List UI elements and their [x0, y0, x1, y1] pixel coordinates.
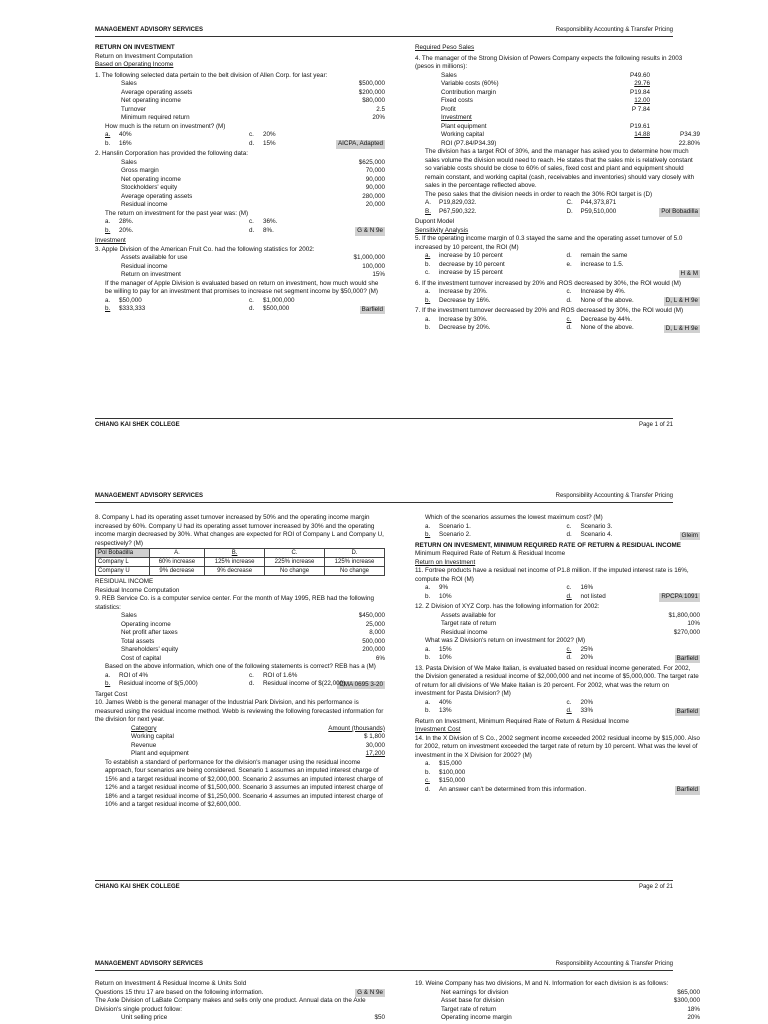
question-5 [415, 218, 700, 278]
option: d. 15% [249, 139, 276, 147]
question-text: 3. Apple Division of the American Fruit Co. had the following statistics for 2002: [95, 245, 315, 253]
data-label: Minimum required return [121, 114, 190, 121]
data-list: Sales $625,000 Gross margin 70,000 Net operating income 90,000 Stockholders' equity 90,000 Average operating assets 280,000 Residual income 20,000 [121, 158, 385, 208]
section-subtitle: Investment Cost [415, 726, 461, 733]
question-text: 1. The following selected data pertain to the belt division of Allen Corp. for last year: [95, 71, 328, 79]
source-badge: D, L & H 9e [665, 324, 698, 332]
section-title: RESIDUAL INCOME [95, 578, 154, 586]
data-list: Sales P49.60 Variable costs (60%) 29.76 Contribution margin P19.84 Fixed costs 12.00 Profit P 7.84 Investment Plant equipment P19.61 Working capital 14.88 P34.39 ROI (P7.84/P34.39) 22.80% [441, 71, 700, 147]
section-subtitle: Return on Investment, Minimum Required Rate of Return & Residual Income [415, 717, 629, 725]
answer-options: A. P19,829,032. C. P44,373,871 B. P67,590,322. D. P59,510,000 [425, 199, 617, 215]
data-value: 20% [372, 114, 385, 121]
table-row: Company L 60% increase 125% increase 225% increase 125% increase [96, 558, 385, 567]
source-badge: Barfield [676, 654, 698, 662]
page-footer [95, 418, 673, 429]
source-badge: H & M [680, 269, 698, 277]
left-column [95, 980, 385, 1023]
header-left: MANAGEMENT ADVISORY SERVICES [95, 27, 204, 33]
page-header [95, 26, 673, 37]
left-column [95, 44, 385, 314]
data-label: Average operating assets [121, 88, 193, 96]
question-12 [415, 603, 700, 663]
question-text: The Axle Division of LaBate Company makes and sells only one product. Annual data on the Axle Division's single product follow: [95, 997, 366, 1013]
question-intro [95, 989, 385, 998]
section-subtitle: Based on Operating Income [95, 61, 174, 68]
question-text: 6. If the investment turnover increased by 20% and ROS decreased by 30%, the ROI would (M) [415, 279, 682, 287]
page-number: Page 1 of 21 [638, 422, 673, 428]
section-subtitle: Return on Investment [415, 558, 476, 566]
data-list: Net earnings for division $65,000 Asset base for division $300,000 Target rate of return 18% Operating income margin 20% [441, 988, 700, 1021]
header-right: Responsibility Accounting & Transfer Pricing [555, 493, 673, 499]
option: a. 40% [105, 131, 132, 138]
question-text: Questions 15 thru 17 are based on the following information. [95, 988, 264, 996]
table-header: D. [325, 549, 385, 558]
question-10-cont [415, 514, 700, 540]
question-ask: The return on investment for the past year was: (M) [105, 209, 249, 217]
answer-options: a. $15,000 b. $100,000 c. $150,000 d. An answer can't be determined from this information. [425, 760, 587, 793]
source-badge: CMA 0695 3-20 [339, 680, 383, 688]
table-header: B. [205, 549, 265, 558]
question-text: 11. Fortree products have a residual net income of P1.8 million. If the imputed interest rate is 16%, compute the ROI (M) [415, 567, 689, 583]
question-text: 10. James Webb is the general manager of the Industrial Park Division, and his performance is measured using the residual income method. Webb is reviewing the following forecasted information for the division for next year. [95, 699, 384, 724]
source-badge: Gleim [681, 531, 698, 539]
answer-table [95, 548, 385, 576]
data-list: Unit selling price $50 [121, 1014, 385, 1021]
right-column [415, 512, 700, 795]
source-badge: D, L & H 9e [665, 297, 698, 304]
table-header: A. [149, 549, 204, 558]
table-header: Pol Bobadilla [96, 549, 150, 558]
footer-left: CHIANG KAI SHEK COLLEGE [95, 884, 180, 890]
data-value: $200,000 [358, 88, 385, 96]
question-text: 13. Pasta Division of We Make Italian, is evaluated based on residual income generated. For 2002, the Division generated a residual income of $2,000,000 and net income of $5,000,000. The target rate of return for all divisions of We Make Italian is 20 percent. For 2002, what was the return on investment for Pasta Division? (M) [415, 664, 699, 697]
data-label: Turnover [121, 105, 146, 113]
section-subtitle: Required Peso Sales [415, 44, 475, 51]
section-title: RETURN ON INVESMENT, MINIMUM REQUIRED RATE OF RETURN & RESIDUAL INCOME [415, 541, 681, 549]
answer-options: a. Increase by 30%. c. Decrease by 44%. b. Decrease by 20%. d. None of the above. [425, 315, 634, 331]
question-8 [95, 514, 385, 576]
answer-options: a. 28%. c. 36%. b. 20%. d. 8%. [105, 218, 278, 234]
page-1 [0, 0, 768, 468]
answer-options: a. 40% c. 20% b. 13% d. 33% [425, 698, 594, 714]
source-badge: AICPA, Adapted [337, 140, 383, 147]
header-right: Responsibility Accounting & Transfer Pricing [555, 961, 673, 967]
question-1 [95, 72, 385, 149]
table-row: Company U 9% decrease 9% decrease No change No change [96, 567, 385, 576]
left-column [95, 512, 385, 810]
page-header [95, 492, 673, 503]
option: b. 16% [105, 139, 132, 147]
data-label: Sales [121, 80, 137, 87]
section-subtitle: Minimum Required Rate of Return & Residual Income [415, 550, 566, 557]
page-2 [0, 480, 768, 910]
source-badge: G & N 9e [357, 988, 383, 996]
right-column [415, 980, 700, 1023]
page-footer [95, 880, 673, 891]
source-badge: Pol Bobadilla [661, 208, 698, 215]
data-value: 2.5 [376, 105, 385, 113]
answer-options: a. 15% c. 25% b. 10% d. 20% [425, 645, 594, 661]
question-text: 5. If the operating income margin of 0.3 stayed the same and the operating asset turnover of 5.0 increased by 10 percent, the ROI (M) [415, 235, 683, 251]
data-value: $80,000 [362, 97, 385, 104]
answer-options: a. $50,000 c. $1,000,000 b. $333,333 d. $500,000 [105, 296, 295, 312]
question-14 [415, 718, 700, 795]
section-subtitle: Target Cost [95, 690, 128, 698]
question-ask: What was Z Division's return on investment for 2002? (M) [425, 637, 586, 644]
data-list: Sales $450,000 Operating income 25,000 Net profit after taxes 8,000 Total assets 500,000 Shareholders' equity 200,000 Cost of capital 6% [121, 612, 385, 662]
answer-options: a. increase by 10 percent d. remain the same b. decrease by 10 percent e. increase to 1.5. c. increase by 15 percent [425, 252, 628, 276]
header-left: MANAGEMENT ADVISORY SERVICES [95, 493, 204, 499]
question-ask: The peso sales that the division needs in order to reach the 30% ROI target is (D) [425, 190, 653, 198]
question-10 [95, 691, 385, 810]
right-column [415, 44, 700, 333]
question-2 [95, 150, 385, 235]
data-value: $500,000 [358, 80, 385, 87]
data-list: Category Amount (thousands) Working capital $ 1,800 Revenue 30,000 Plant and equipment 17,200 [131, 724, 385, 758]
question-text: 14. In the X Division of S Co., 2002 segment income exceeded 2002 residual income by $15,000. Also for 2002, return on investment exceeded the target rate of return by 10 percent. What was the level of investment in the X Division for 2002? (M) [415, 734, 700, 759]
question-6 [415, 280, 700, 306]
question-text: 7. If the investment turnover decreased by 20% and ROS decreased by 30%, the ROI would (M) [415, 307, 684, 314]
answer-options: a. Increase by 20%. c. Increase by 4%. b. Decrease by 16%. d. None of the above. [425, 288, 634, 304]
question-3 [95, 237, 385, 314]
page-number: Page 2 of 21 [638, 884, 673, 890]
data-label: Net operating income [121, 97, 181, 104]
question-4 [415, 55, 700, 217]
question-ask: If the manager of Apple Division is evaluated based on return on investment, how much would she be willing to pay for an investment that promises to increase net segment income by $50,000? (M) [105, 279, 379, 295]
answer-options: a. 9% c. 16% b. 10% d. not listed [425, 584, 606, 600]
question-text: 19. Weine Company has two divisions, M and N. Information for each division is as follows: [415, 980, 669, 987]
question-ask: How much is the return on investment? (M) [105, 122, 226, 130]
source-badge: Barfield [676, 786, 698, 793]
section-subtitle: Sensitivity Analysis [415, 226, 469, 234]
data-list: Assets available for $1,800,000 Target rate of return 10% Residual income $270,000 [441, 611, 700, 636]
answer-options: a. ROI of 4% c. ROI of 1.6% b. Residual income of $(5,000) d. Residual income of $(22,000) [105, 671, 346, 688]
question-9 [95, 578, 385, 689]
question-7 [415, 307, 700, 333]
source-badge: G & N 9e [357, 227, 383, 234]
header-left: MANAGEMENT ADVISORY SERVICES [95, 961, 204, 967]
question-ask: Which of the scenarios assumes the lowest maximum cost? (M) [425, 514, 603, 521]
question-text: 2. Hanslin Corporation has provided the following data: [95, 150, 248, 157]
data-list [95, 80, 385, 123]
page-3 [0, 952, 768, 1024]
question-ask: Based on the above information, which one of the following statements is correct? REB has a (M) [105, 663, 376, 671]
section-title: RETURN ON INVESTMENT [95, 44, 175, 51]
header-right: Responsibility Accounting & Transfer Pricing [555, 27, 673, 33]
source-badge: Barfield [676, 707, 698, 715]
question-body: To establish a standard of performance for the division's manager using the residual income approach, four scenarios are being considered. Scenario 1 assumes an imputed interest charge of 15% and a target residual income of $2,000,000. Scenario 2 assumes an imputed interest charge of 12% and a target residual income of $1,500,000. Scenario 3 assumes an imputed interest charge of 18% and a target residual income of $1,250,000. Scenario 4 assumes an imputed interest charge of 10% and a target residual income of $2,600,000. [105, 758, 383, 809]
data-list: Assets available for use $1,000,000 Residual income 100,000 Return on investment 15% [121, 254, 385, 278]
question-text: 9. REB Service Co. is a computer service center. For the month of May 1995, REB had the following statistics: [95, 595, 374, 611]
section-subtitle: Investment [95, 237, 126, 244]
source-badge: Barfield [361, 305, 383, 313]
section-subtitle: Dupont Model [415, 218, 455, 225]
question-body: The division has a target ROI of 30%, and the manager has asked you to determine how much sales volume the division would need to reach. He states that the sales mix is relatively constant so variable costs should be close to 60% of sales, fixed cost and plant and equipment should remain constant, and working capital (cash, receivables and inventories) should vary closely with sales in the percentage reflected above. [425, 148, 695, 189]
option: c. 20% [249, 131, 276, 138]
question-text: 8. Company L had its operating asset turnover increased by 50% and the operating income margin increased by 60%. Company U had its operating asset turnover increased by 30% and the operating income margin decreased by 30%. What changes are expected for ROI of Company L and Company U, respectively? (M) [95, 514, 384, 547]
question-text: 12. Z Division of XYZ Corp. has the following information for 2002: [415, 603, 600, 610]
question-text: 4. The manager of the Strong Division of Powers Company expects the following results in 2003 (pesos in millions): [415, 54, 683, 70]
question-13 [415, 665, 700, 716]
question-11 [415, 542, 700, 602]
source-badge: RPCPA 1091 [661, 593, 698, 600]
answer-options [95, 131, 385, 148]
table-header: C. [265, 549, 325, 558]
section-subtitle: Return on Investment & Residual Income & Units Sold [95, 980, 247, 987]
answer-options: a. Scenario 1. c. Scenario 3. b. Scenario 2. d. Scenario 4. [425, 522, 613, 538]
page-header [95, 960, 673, 971]
section-subtitle: Return on Investment Computation [95, 52, 193, 60]
footer-left: CHIANG KAI SHEK COLLEGE [95, 422, 180, 428]
section-subtitle: Residual Income Computation [95, 586, 180, 594]
